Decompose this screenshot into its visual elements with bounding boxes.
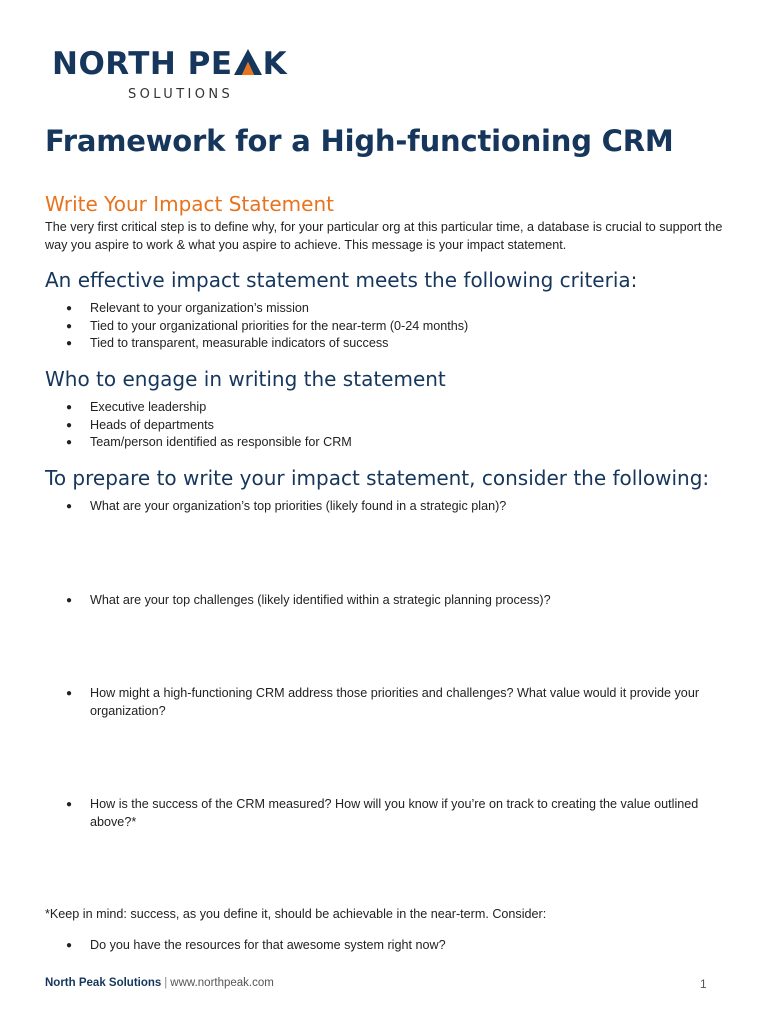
section-heading-impact-statement: Write Your Impact Statement (45, 192, 334, 216)
bullet-icon: ● (66, 688, 73, 699)
bullet-icon: ● (66, 303, 73, 314)
logo-wordmark: NORTH PE K (52, 46, 288, 82)
mountain-peak-icon (234, 49, 262, 75)
footer-separator: | (164, 977, 168, 989)
bullet-icon: ● (66, 799, 73, 810)
criteria-list (66, 300, 716, 353)
logo-tagline: SOLUTIONS (128, 87, 234, 102)
question-list-1 (66, 498, 716, 516)
list-item: ● What are your top challenges (likely identified within a strategic planning process)? (66, 592, 716, 610)
intro-paragraph: The very first critical step is to define why, for your particular org at this particular time, a database is crucial to support the way you aspire to work & what you aspire to achieve. This message is your impact statement. (45, 220, 723, 252)
list-item: ● Team/person identified as responsible for CRM (66, 434, 716, 452)
question-list-3 (66, 685, 716, 720)
bullet-icon: ● (66, 402, 73, 413)
section-heading-criteria: An effective impact statement meets the following criteria: (45, 268, 638, 292)
bullet-icon: ● (66, 501, 73, 512)
list-item: ● Tied to your organizational priorities for the near-term (0-24 months) (66, 318, 716, 336)
list-item: ● Executive leadership (66, 399, 716, 417)
list-item: ● Heads of departments (66, 417, 716, 435)
page-footer (45, 977, 274, 989)
section-heading-engagement: Who to engage in writing the statement (45, 367, 446, 391)
question-list-2 (66, 592, 716, 610)
section-heading-prepare: To prepare to write your impact statement, consider the following: (45, 466, 710, 490)
list-item: ● Do you have the resources for that awesome system right now? (66, 937, 716, 955)
bullet-icon: ● (66, 437, 73, 448)
page-number: 1 (700, 977, 707, 991)
north-peak-logo (52, 44, 322, 104)
page-title: Framework for a High-functioning CRM (45, 124, 674, 158)
list-item: ● What are your organization’s top priorities (likely found in a strategic plan)? (66, 498, 716, 516)
engagement-list (66, 399, 716, 452)
list-item: ● How is the success of the CRM measured? How will you know if you’re on track to creating the value outlined above?* (66, 797, 699, 829)
footer-brand: North Peak Solutions (45, 977, 162, 989)
note-list (66, 937, 716, 955)
question-list-4 (66, 796, 716, 831)
bullet-icon: ● (66, 940, 73, 951)
bullet-icon: ● (66, 419, 73, 431)
keep-in-mind-note: *Keep in mind: success, as you define it, should be achievable in the near-term. Consider: (45, 907, 547, 921)
list-item: ● Relevant to your organization’s mission (66, 300, 716, 318)
bullet-icon: ● (66, 595, 73, 606)
footer-url-link[interactable]: www.northpeak.com (170, 977, 274, 989)
bullet-icon: ● (66, 320, 73, 332)
list-item: ● Tied to transparent, measurable indicators of success (66, 335, 716, 353)
bullet-icon: ● (66, 338, 73, 349)
list-item: ● How might a high-functioning CRM address those priorities and challenges? What value would it provide your organization? (66, 686, 700, 718)
